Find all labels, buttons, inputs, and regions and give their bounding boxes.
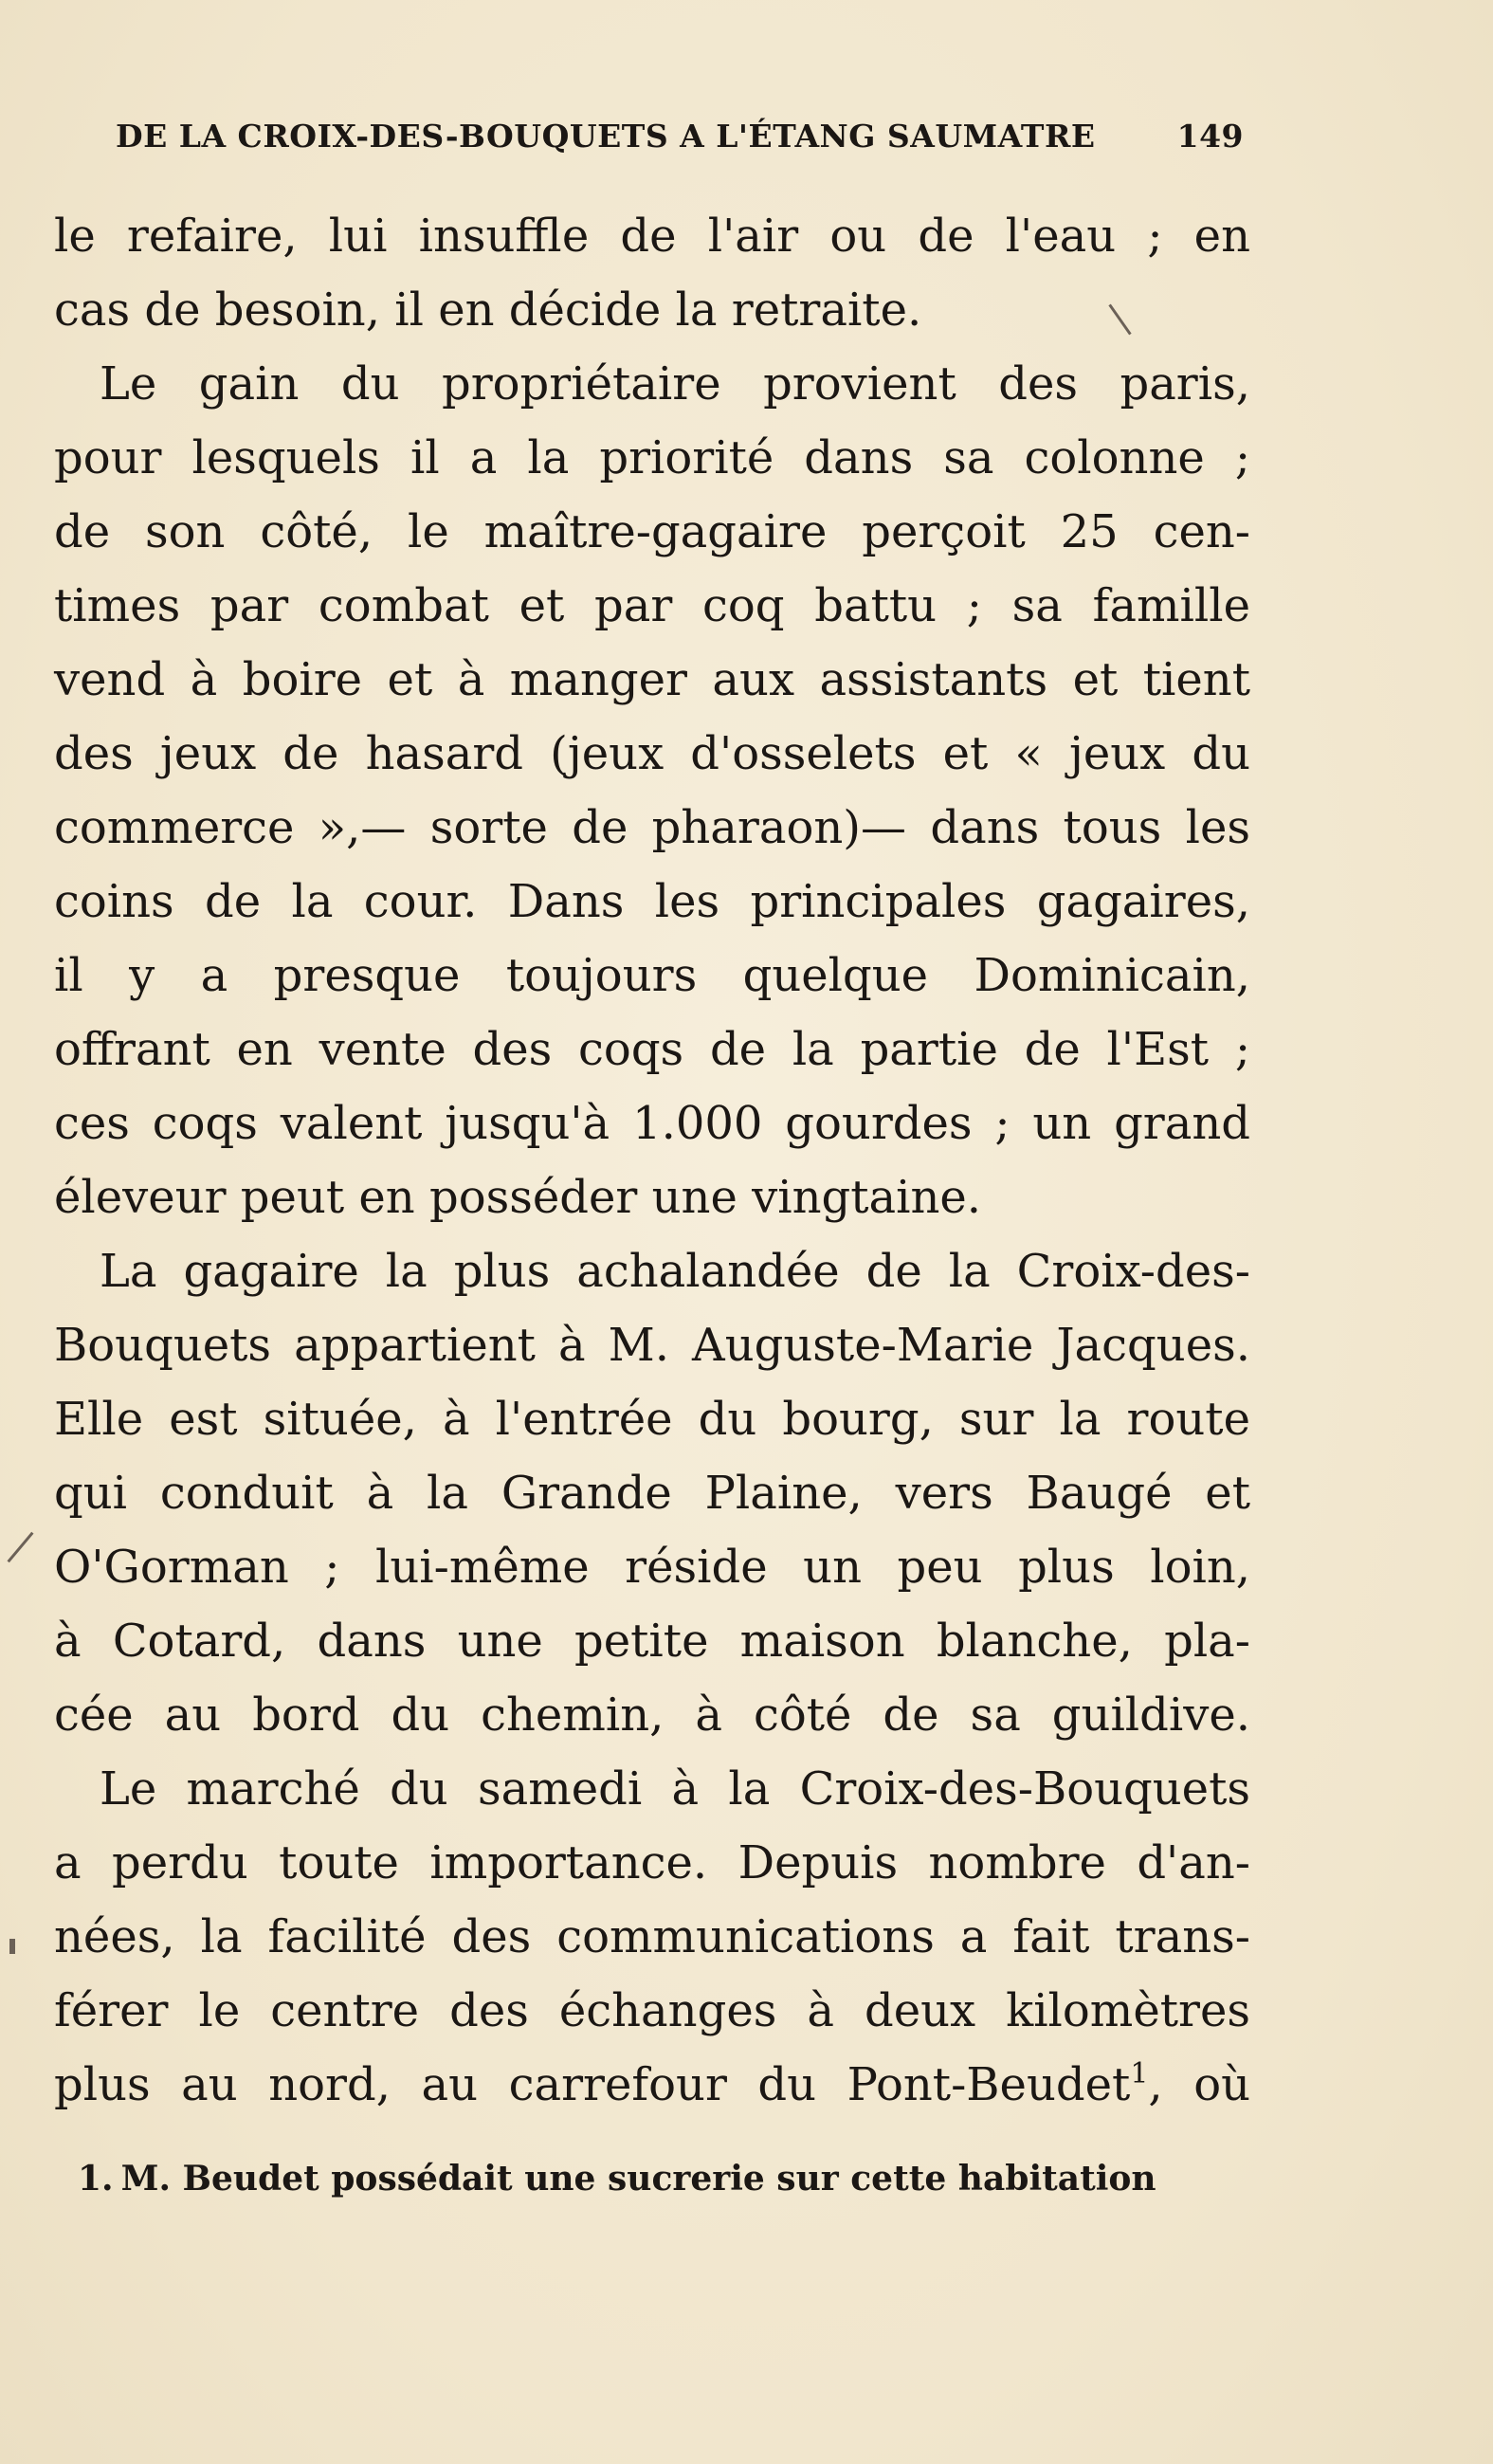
running-header [116,118,1244,165]
footnote-reference: 1 [1130,2057,1149,2090]
text-line: le refaire, lui insuffle de l'air ou de l'eau ; en [54,210,1250,263]
text-line: des jeux de hasard (jeux d'osselets et « jeux du [54,727,1250,780]
text-line: Bouquets appartient à M. Auguste-Marie Jacques. [54,1319,1250,1372]
text-line: Le gain du propriétaire provient des paris, [100,357,1250,411]
text-line: coins de la cour. Dans les principales gagaires, [54,875,1250,928]
text-line: Le marché du samedi à la Croix-des-Bouquets [100,1762,1250,1816]
text-line: a perdu toute importance. Depuis nombre d'an- [54,1836,1250,1889]
text-line-content: plus au nord, au carrefour du Pont-Beudet [54,2058,1131,2111]
ink-mark [9,1939,15,1954]
text-line: times par combat et par coq battu ; sa famille [54,579,1250,632]
text-line: nées, la facilité des communications a fait trans- [54,1910,1250,1963]
text-line: cas de besoin, il en décide la retraite. [54,283,922,337]
text-line: ces coqs valent jusqu'à 1.000 gourdes ; un grand [54,1097,1250,1150]
text-line-tail: , où [1148,2058,1251,2111]
footnote-number: 1. [78,2159,114,2199]
page-number: 149 [1176,118,1244,155]
text-line: offrant en vente des coqs de la partie de l'Est ; [54,1023,1250,1076]
text-line: commerce »,— sorte de pharaon)— dans tous les [54,801,1250,854]
footnote [78,2159,1249,2199]
text-line: Elle est située, à l'entrée du bourg, sur la route [54,1393,1250,1446]
running-title: DE LA CROIX-DES-BOUQUETS A L'ÉTANG SAUMATRE [116,118,1096,155]
footnote-text: M. Beudet possédait une sucrerie sur cette habitation [120,2159,1156,2199]
text-line: cée au bord du chemin, à côté de sa guildive. [54,1688,1250,1742]
body-text [54,199,1250,2122]
ink-mark [7,1532,33,1563]
text-line: La gagaire la plus achalandée de la Croix-des- [100,1245,1250,1298]
text-line: il y a presque toujours quelque Dominicain, [54,949,1250,1002]
text-line-with-footnote-ref [54,2048,1250,2122]
text-line: férer le centre des échanges à deux kilomètres [54,1984,1250,2037]
text-line: O'Gorman ; lui-même réside un peu plus loin, [54,1541,1250,1594]
text-line: à Cotard, dans une petite maison blanche, pla- [54,1615,1250,1668]
text-line: de son côté, le maître-gagaire perçoit 25 cen- [54,505,1250,558]
text-line: qui conduit à la Grande Plaine, vers Baugé et [54,1467,1250,1520]
text-line: vend à boire et à manger aux assistants et tient [54,653,1250,706]
text-line: éleveur peut en posséder une vingtaine. [54,1171,982,1224]
text-line: pour lesquels il a la priorité dans sa colonne ; [54,431,1250,484]
